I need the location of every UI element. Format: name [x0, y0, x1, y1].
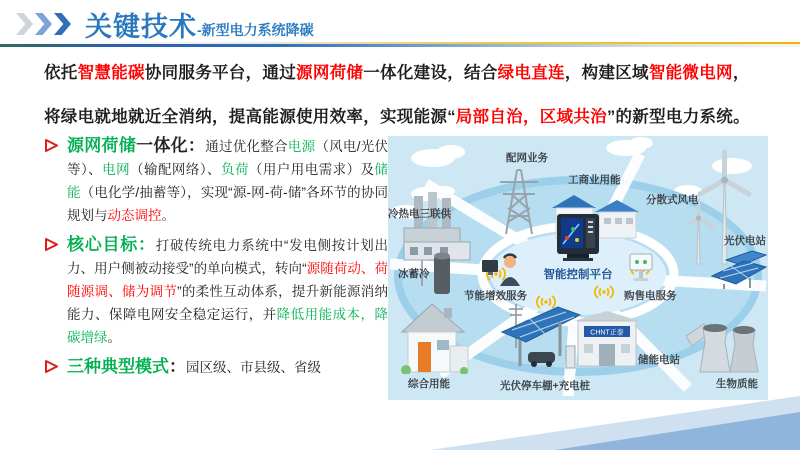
intro-line-2: 将绿电就地就近全消纳，提高能源使用效率，实现能源“局部自治，区域共治”的新型电力系统。: [44, 108, 750, 126]
red-arrow-icon: [44, 138, 59, 153]
distribution-tower-icon: [496, 164, 542, 236]
node-label: 冷热电三联供: [388, 208, 451, 220]
node-label: 综合用能: [408, 378, 450, 390]
header-divider-blue: [0, 44, 800, 47]
bullet-source-grid-load-storage: [44, 134, 388, 227]
chevron-icon: [54, 13, 71, 35]
smart-microgrid-diagram: [388, 136, 768, 400]
node-label: 分散式风电: [646, 194, 699, 206]
node-label: 配网业务: [506, 152, 548, 164]
solar-carport-icon: [500, 304, 582, 374]
storage-station-icon: [574, 308, 640, 372]
energy-service-operator-icon: [480, 252, 524, 286]
storage-sign-text: CHNT正泰: [590, 329, 624, 337]
bullet-text: 源网荷储一体化：通过优化整合电源（风电/光伏等）、电网（输配网络）、负荷（用户用电需求）及储能（电化学/抽蓄等），实现“源-网-荷-储”各环节的协同规划与动态调控。: [67, 136, 389, 223]
control-platform-icon: [553, 212, 603, 264]
bullet-text: 三种典型模式：园区级、市县级、省级: [67, 357, 321, 376]
biomass-cooling-towers-icon: [686, 300, 764, 374]
chevron-icon: [35, 13, 52, 35]
red-arrow-icon: [44, 359, 59, 374]
intro-text: [44, 56, 794, 144]
bullet-core-goal: [44, 233, 388, 349]
bullet-list: [44, 134, 388, 385]
center-platform-label: 智能控制平台: [543, 269, 613, 281]
page-title: 关键技术: [85, 11, 197, 42]
corner-decoration: [0, 392, 800, 450]
red-arrow-icon: [44, 237, 59, 252]
solar-farm-icon: [710, 248, 768, 290]
node-label: 光伏停车棚+充电桩: [500, 380, 591, 392]
node-label: 冰蓄冷: [398, 268, 430, 280]
slide-header: [16, 4, 314, 44]
node-label: 购售电服务: [624, 290, 677, 302]
intro-line-1: 依托智慧能碳协同服务平台，通过源网荷储一体化建设，结合绿电直连，构建区域智能微电网，: [44, 64, 750, 82]
page-subtitle: -新型电力系统降碳: [197, 22, 314, 38]
node-label: 节能增效服务: [464, 290, 527, 302]
chevron-icon: [16, 13, 33, 35]
house-icon: [394, 294, 472, 374]
bullet-text: 核心目标：打破传统电力系统中“发电侧按计划出力、用户侧被动接受”的单向模式，转向“源随荷动、荷随源调、储为调节”的柔性互动体系，提升新能源消纳能力、保障电网安全稳定运行，并降低用能成本，降碳增绿。: [67, 235, 389, 345]
node-label: 工商业用能: [568, 174, 621, 186]
wifi-icon: [592, 284, 616, 300]
bullet-typical-modes: [44, 355, 388, 379]
ice-storage-tank-icon: [432, 250, 452, 298]
node-label: 光伏电站: [724, 235, 766, 247]
node-label: 储能电站: [638, 354, 680, 366]
node-label: 生物质能: [716, 378, 758, 390]
